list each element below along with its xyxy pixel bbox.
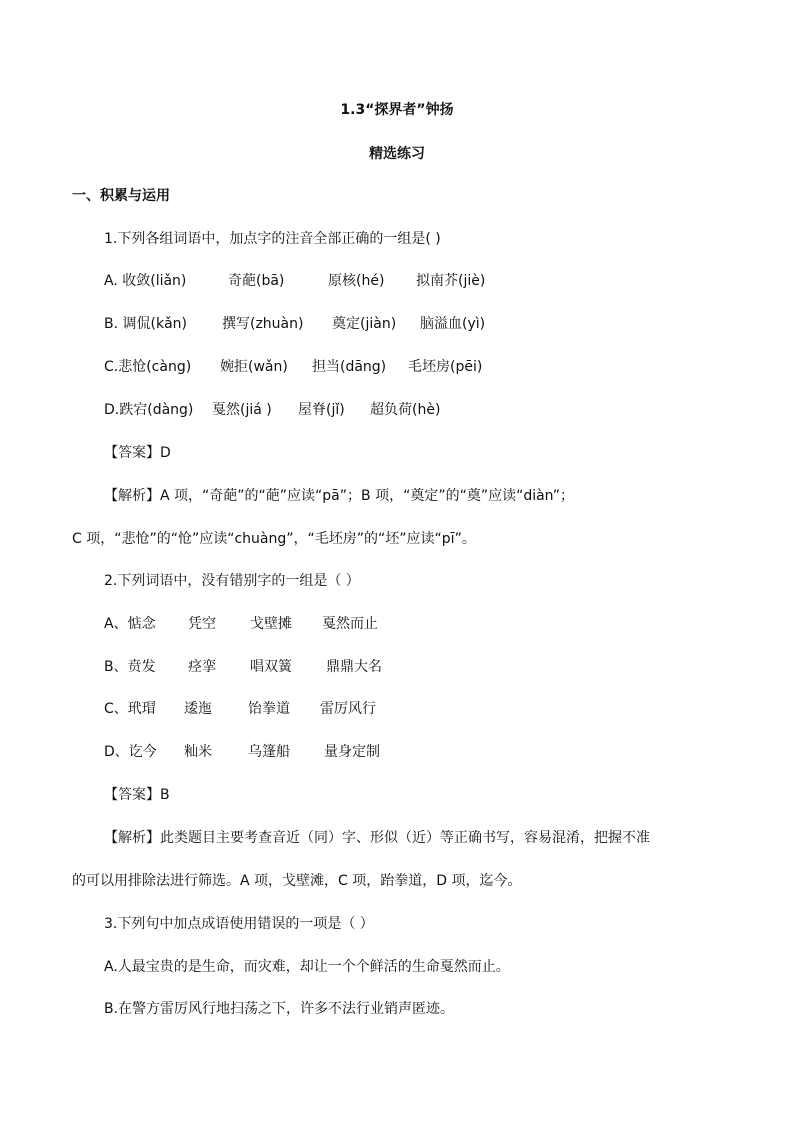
option-word: 婉拒(wǎn): [220, 359, 288, 375]
q2-option-c: [104, 699, 376, 719]
q2-option-b: [104, 657, 382, 677]
q2-answer: 【答案】B: [104, 787, 170, 803]
option-word: 唱双簧: [250, 659, 292, 675]
option-word: 痉挛: [188, 659, 216, 675]
option-word: 原核(hé): [328, 273, 385, 289]
option-word: 鼎鼎大名: [326, 659, 382, 675]
q1-option-c: [104, 357, 482, 377]
option-word: B. 调侃(kǎn): [104, 316, 187, 332]
option-word: 奠定(jiàn): [332, 316, 397, 332]
option-word: 逶迤: [184, 701, 212, 717]
option-word: 量身定制: [324, 744, 380, 760]
section-heading: 一、积累与运用: [72, 188, 170, 204]
q3-stem: 3.下列句中加点成语使用错误的一项是（ ）: [104, 916, 374, 932]
option-word: A、惦念: [104, 616, 156, 632]
q2-analysis-line1: 【解析】此类题目主要考查音近（同）字、形似（近）等正确书写，容易混淆，把握不准: [104, 830, 650, 846]
q2-analysis-line2: 的可以用排除法进行筛选。A 项，戈壁滩，C 项，跆拳道，D 项，迄今。: [72, 873, 522, 889]
q3-option-a: A.人最宝贵的是生命，而灾难，却让一个个鲜活的生命戛然而止。: [104, 959, 510, 975]
option-word: 脑溢血(yì): [420, 316, 486, 332]
option-word: 拟南芥(jiè): [416, 273, 486, 289]
option-word: 撰写(zhuàn): [222, 316, 304, 332]
option-word: D、讫今: [104, 744, 157, 760]
option-word: C、玳瑁: [104, 701, 156, 717]
q2-stem: 2.下列词语中，没有错别字的一组是（ ）: [104, 573, 360, 589]
option-word: 戈壁摊: [250, 616, 292, 632]
q1-analysis-line1: 【解析】A 项，“奇葩”的“葩”应读“pā”；B 项，“奠定”的“奠”应读“diàn”；: [104, 488, 575, 504]
option-word: 饴拳道: [248, 701, 290, 717]
option-word: 雷厉风行: [320, 701, 376, 717]
q1-stem: 1.下列各组词语中，加点字的注音全部正确的一组是( ): [104, 231, 441, 247]
option-word: D.跌宕(dàng): [104, 402, 194, 418]
q2-option-d: [104, 742, 380, 762]
option-word: 毛坯房(pēi): [408, 359, 483, 375]
q1-option-d: [104, 400, 440, 420]
option-word: 籼米: [184, 744, 212, 760]
option-word: 超负荷(hè): [370, 402, 441, 418]
q1-answer: 【答案】D: [104, 445, 171, 461]
q1-analysis-line2: C 项，“悲怆”的“怆”应读“chuàng”，“毛坯房”的“坯”应读“pī”。: [72, 531, 476, 547]
option-word: 屋脊(jǐ): [298, 402, 345, 418]
q1-option-a: [104, 271, 485, 291]
option-word: 乌篷船: [248, 744, 290, 760]
q3-option-b: B.在警方雷厉风行地扫荡之下，许多不法行业销声匿迹。: [104, 1001, 455, 1017]
option-word: 担当(dāng): [312, 359, 387, 375]
option-word: 戛然而止: [322, 616, 378, 632]
page-subtitle: 精选练习: [369, 146, 425, 162]
option-word: B、贲发: [104, 659, 156, 675]
q1-option-b: [104, 314, 485, 334]
option-word: C.悲怆(càng): [104, 359, 192, 375]
option-word: A. 收敛(liǎn): [104, 273, 187, 289]
option-word: 凭空: [188, 616, 216, 632]
option-word: 戛然(jiá ): [212, 402, 272, 418]
option-word: 奇葩(bā): [228, 273, 285, 289]
q2-option-a: [104, 614, 378, 634]
page-title: 1.3“探界者”钟扬: [340, 102, 454, 118]
